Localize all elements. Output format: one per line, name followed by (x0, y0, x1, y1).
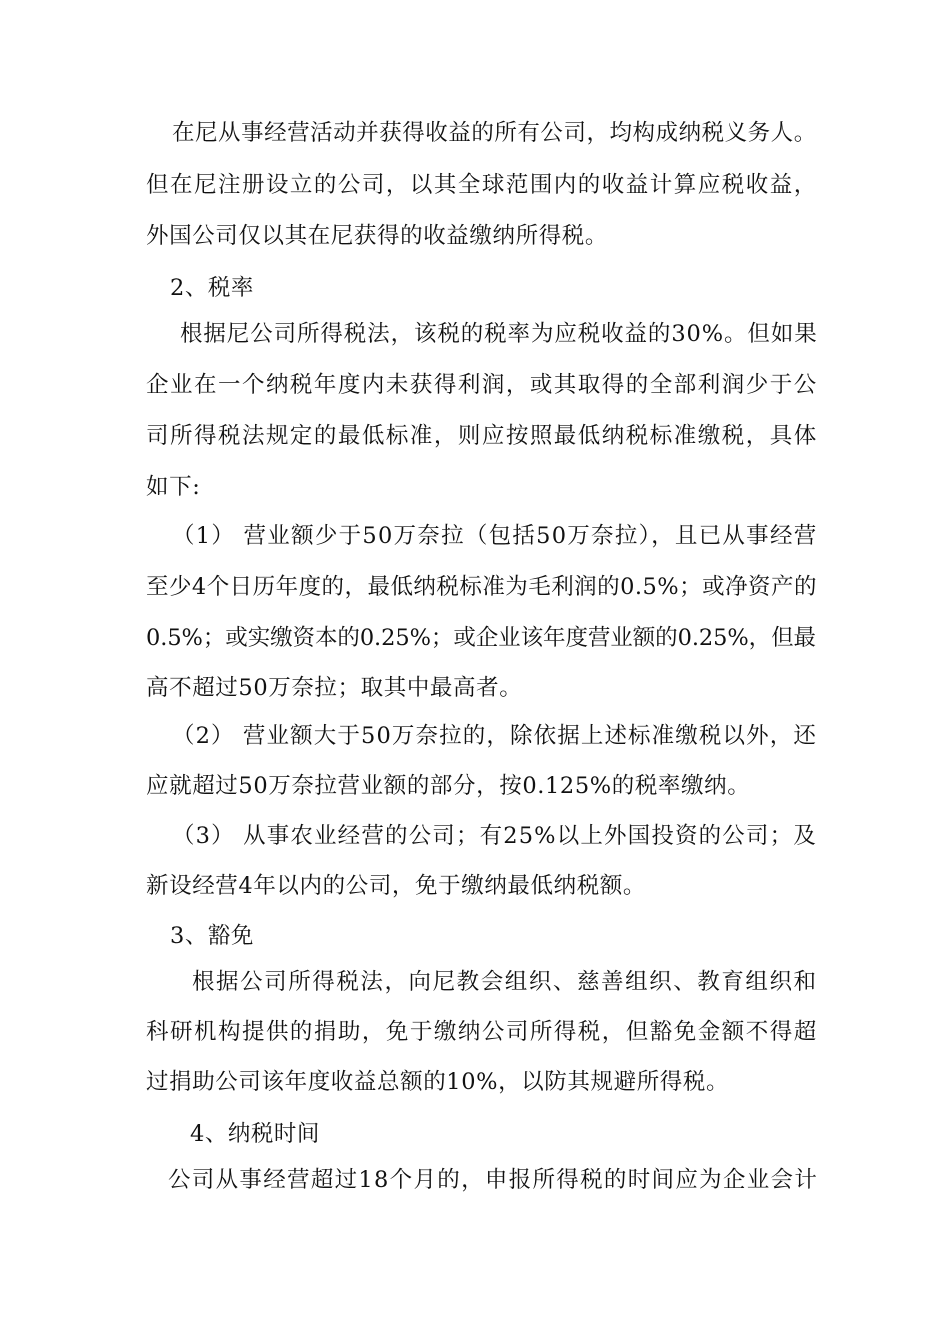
list-item-line: （3） 从事农业经营的公司；有25%以上外国投资的公司；及 (172, 823, 817, 849)
paragraph-line: 科研机构提供的捐助，免于缴纳公司所得税，但豁免金额不得超 (146, 1019, 818, 1045)
paragraph-line: 根据公司所得税法，向尼教会组织、慈善组织、教育组织和 (192, 969, 818, 995)
list-item-line: 新设经营4年以内的公司，免于缴纳最低纳税额。 (146, 873, 647, 899)
paragraph-line: 但在尼注册设立的公司，以其全球范围内的收益计算应税收益， (146, 172, 818, 198)
paragraph-line: 公司从事经营超过18个月的，申报所得税的时间应为企业会计 (168, 1167, 819, 1193)
paragraph-line: 外国公司仅以其在尼获得的收益缴纳所得税。 (146, 223, 609, 249)
paragraph-line: 根据尼公司所得税法，该税的税率为应税收益的30%。但如果 (180, 321, 818, 347)
list-item-line: （2） 营业额大于50万奈拉的，除依据上述标准缴税以外，还 (172, 723, 817, 749)
list-item-line: 0.5%；或实缴资本的0.25%；或企业该年度营业额的0.25%，但最 (146, 625, 816, 651)
list-item-line: （1） 营业额少于50万奈拉（包括50万奈拉），且已从事经营 (172, 523, 818, 549)
section-heading-tax-time: 4、纳税时间 (190, 1121, 320, 1147)
section-heading-exemption: 3、豁免 (170, 923, 254, 949)
paragraph-line: 过捐助公司该年度收益总额的10%，以防其规避所得税。 (146, 1069, 730, 1095)
paragraph-line: 企业在一个纳税年度内未获得利润，或其取得的全部利润少于公 (146, 372, 818, 398)
paragraph-line: 如下: (146, 474, 201, 500)
paragraph-line: 在尼从事经营活动并获得收益的所有公司，均构成纳税义务人。 (172, 120, 817, 146)
list-item-line: 至少4个日历年度的，最低纳税标准为毛利润的0.5%；或净资产的 (146, 574, 817, 600)
section-heading-tax-rate: 2、税率 (170, 275, 254, 301)
list-item-line: 高不超过50万奈拉；取其中最高者。 (146, 675, 523, 701)
paragraph-line: 司所得税法规定的最低标准，则应按照最低纳税标准缴税，具体 (146, 423, 818, 449)
list-item-line: 应就超过50万奈拉营业额的部分，按0.125%的税率缴纳。 (146, 773, 751, 799)
